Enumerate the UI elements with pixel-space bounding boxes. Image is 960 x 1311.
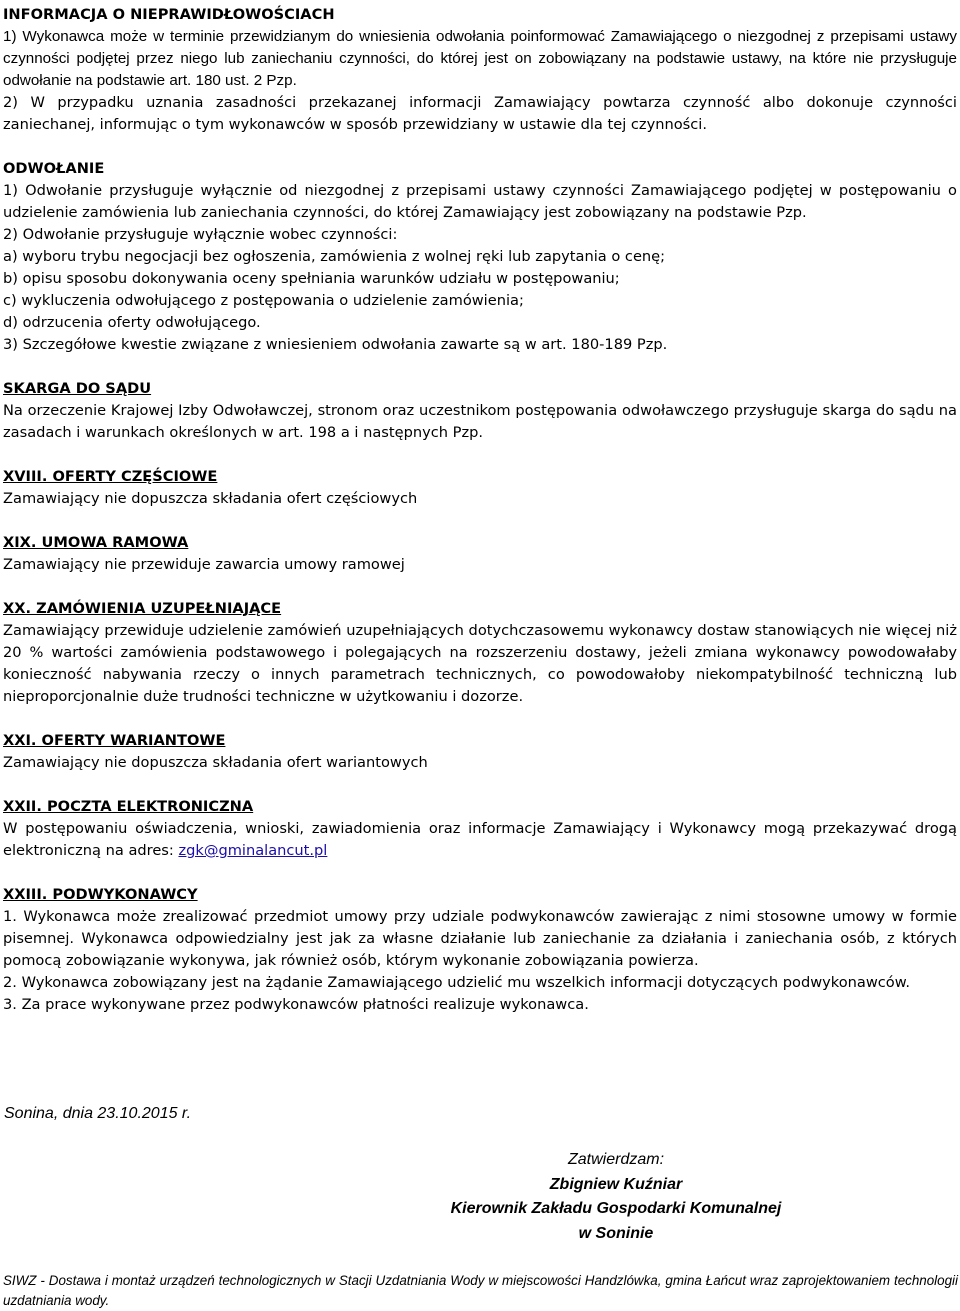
paragraph: 3) Szczegółowe kwestie związane z wniesieniem odwołania zawarte są w art. 180-189 Pzp. [3,336,668,353]
document-body [3,4,957,1016]
section-subcontractors [3,884,957,1016]
signature-block [436,1148,796,1246]
paragraph: Na orzeczenie Krajowej Izby Odwoławczej, stronom oraz uczestnikom postępowania odwoławczego przysługuje skarga do sądu na zasadach i warunkach określonych w art. 198 a i następnych Pzp. [3,402,957,441]
paragraph: 1. Wykonawca może zrealizować przedmiot umowy przy udziale podwykonawców zawierając z nimi stosowne umowy w formie pisemnej. Wykonawca odpowiedzialny jest jak za własne działanie lub zaniechanie za działania i zaniechania osób, z których pomocą zobowiązanie wykonywa, jak również osób, którym wykonanie zobowiązania powierza. [3,908,957,969]
place-and-date: Sonina, dnia 23.10.2015 r. [4,1105,192,1122]
list-item: d) odrzucenia oferty odwołującego. [3,314,261,331]
paragraph: 3. Za prace wykonywane przez podwykonawców płatności realizuje wykonawca. [3,996,589,1013]
section-electronic-mail [3,796,957,862]
section-heading: INFORMACJA O NIEPRAWIDŁOWOŚCIACH [3,6,335,23]
section-heading: SKARGA DO SĄDU [3,380,152,397]
section-heading: ODWOŁANIE [3,160,105,177]
paragraph: 1) Wykonawca może w terminie przewidzianym do wniesienia odwołania poinformować Zamawiającego o niezgodnej z przepisami ustawy czynności podjętej przez niego lub zaniechaniu czynności, do której jest on zobowiązany na podstawie ustawy, na które nie przysługuje odwołanie na podstawie art. 180 ust. 2 Pzp. [3,28,957,89]
list-item: b) opisu sposobu dokonywania oceny spełniania warunków udziału w postępowaniu; [3,270,620,287]
section-heading: XX. ZAMÓWIENIA UZUPEŁNIAJĄCE [3,600,282,617]
paragraph [3,818,957,862]
section-supplementary-orders [3,598,957,708]
paragraph: 2. Wykonawca zobowiązany jest na żądanie Zamawiającego udzielić mu wszelkich informacji dotyczących podwykonawców. [3,974,910,991]
paragraph: Zamawiający nie dopuszcza składania ofert częściowych [3,490,418,507]
paragraph: 2) Odwołanie przysługuje wyłącznie wobec czynności: [3,226,398,243]
signatory-location: w Soninie [578,1224,654,1242]
section-court-complaint [3,378,957,444]
paragraph: 2) W przypadku uznania zasadności przekazanej informacji Zamawiający powtarza czynność albo dokonuje czynności zaniechanej, informując o tym wykonawców w sposób przewidziany w ustawie dla tej czynności. [3,94,957,133]
section-appeal [3,158,957,356]
section-partial-offers [3,466,957,510]
paragraph-text: W postępowaniu oświadczenia, wnioski, zawiadomienia oraz informacje Zamawiający i Wykonawcy mogą przekazywać drogą elektroniczną na adres: [3,820,957,859]
list-item: a) wyboru trybu negocjacji bez ogłoszenia, zamówienia z wolnej ręki lub zapytania o cenę; [3,248,666,265]
section-heading: XXIII. PODWYKONAWCY [3,886,198,903]
signatory-position: Kierownik Zakładu Gospodarki Komunalnej [450,1200,782,1217]
section-information-irregularities [3,4,957,136]
section-heading: XXII. POCZTA ELEKTRONICZNA [3,798,254,815]
section-framework-agreement [3,532,957,576]
list-item: c) wykluczenia odwołującego z postępowania o udzielenie zamówienia; [3,292,524,309]
email-link[interactable]: zgk@gminalancut.pl [178,842,328,859]
section-heading: XVIII. OFERTY CZĘŚCIOWE [3,468,218,485]
section-variant-offers [3,730,957,774]
section-heading: XXI. OFERTY WARIANTOWE [3,732,226,749]
paragraph: Zamawiający nie dopuszcza składania ofert wariantowych [3,754,428,771]
page-footer: SIWZ - Dostawa i montaż urządzeń technologicznych w Stacji Uzdatniania Wody w miejscowości Handzlówka, gmina Łańcut wraz zaprojektowaniem technologii uzdatniania wody. [3,1273,958,1308]
paragraph: Zamawiający przewiduje udzielenie zamówień uzupełniających dotychczasowemu wykonawcy dostaw stanowiących nie więcej niż 20 % wartości zamówienia podstawowego i polegających na rozszerzeniu dostawy, jeżeli zmiana wykonawcy powodowałaby konieczność nabywania rzeczy o innych parametrach technicznych, co powodowałoby niekompatybilność techniczną lub nieproporcjonalnie duże trudności techniczne w użytkowaniu i dozorze. [3,622,957,705]
signatory-name: Zbigniew Kuźniar [549,1175,683,1193]
paragraph: 1) Odwołanie przysługuje wyłącznie od niezgodnej z przepisami ustawy czynności Zamawiającego podjętej w postępowaniu o udzielenie zamówienia lub zaniechania czynności, do której Zamawiający jest zobowiązany na podstawie Pzp. [3,182,957,221]
approval-label: Zatwierdzam: [567,1151,665,1168]
section-heading: XIX. UMOWA RAMOWA [3,534,189,551]
paragraph: Zamawiający nie przewiduje zawarcia umowy ramowej [3,556,405,573]
